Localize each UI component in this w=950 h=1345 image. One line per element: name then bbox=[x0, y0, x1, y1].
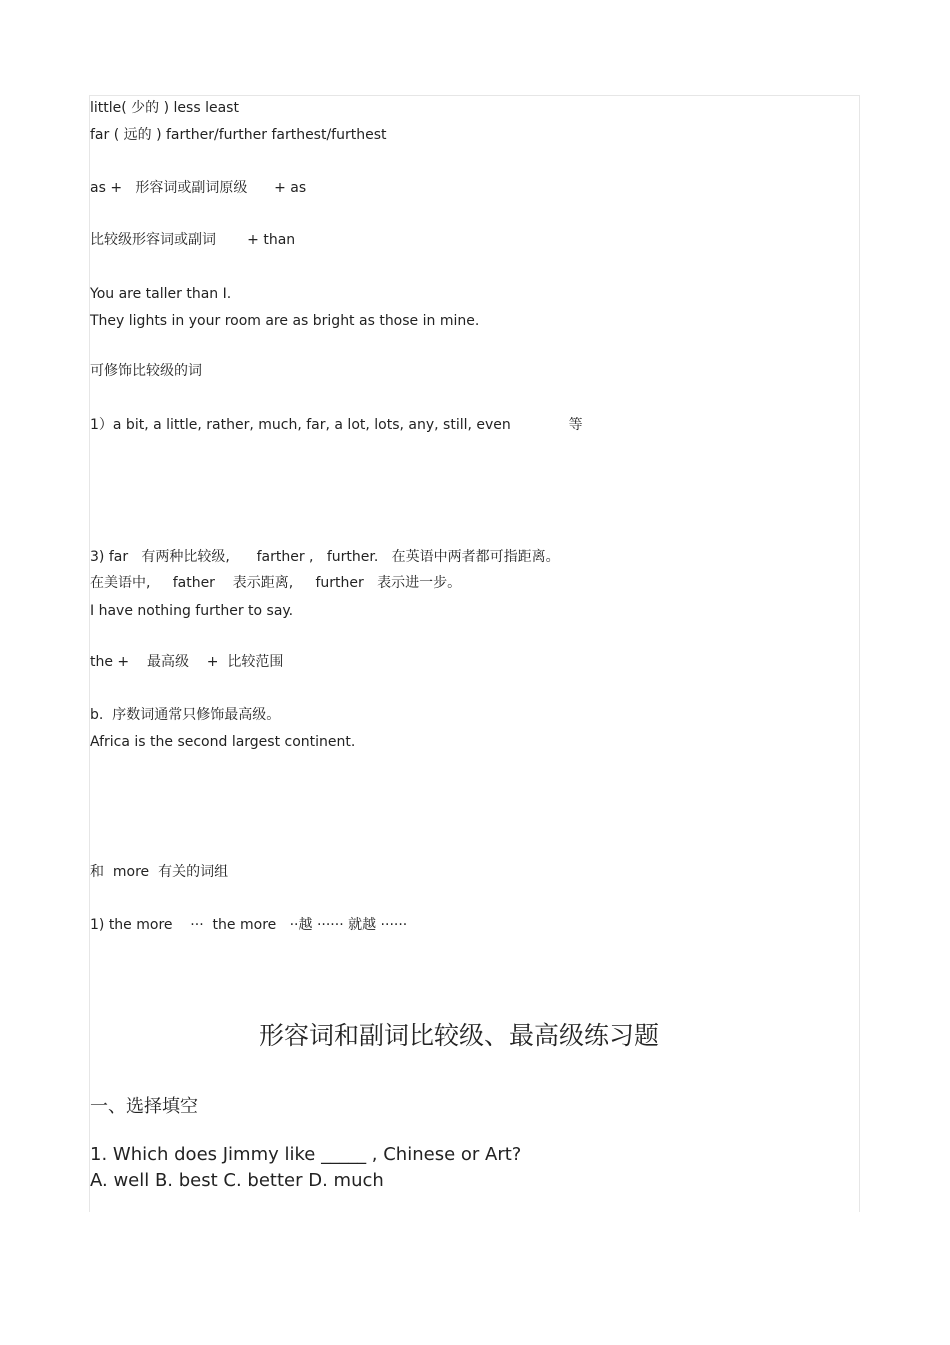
text-line: 在美语中, father 表示距离, further 表示进一步。 bbox=[90, 575, 462, 591]
exercise-title: 形容词和副词比较级、最高级练习题 bbox=[258, 1021, 659, 1050]
text-line: 和 more 有关的词组 bbox=[90, 864, 229, 880]
text-line: 1) the more ··· the more ··越 ······ 就越 ······ bbox=[90, 917, 408, 933]
text-line: little( 少的 ) less least bbox=[90, 100, 239, 116]
question-text: 1. Which does Jimmy like _____ , Chinese or Art? bbox=[90, 1144, 522, 1165]
text-line: b. 序数词通常只修饰最高级。 bbox=[90, 707, 281, 723]
text-line: 比较级形容词或副词 + than bbox=[90, 232, 296, 248]
text-line: I have nothing further to say. bbox=[90, 603, 294, 619]
text-line: far ( 远的 ) farther/further farthest/furthest bbox=[90, 127, 387, 143]
question-options: A. well B. best C. better D. much bbox=[90, 1170, 384, 1191]
text-line: 可修饰比较级的词 bbox=[90, 363, 202, 379]
text-line: You are taller than I. bbox=[90, 286, 232, 302]
text-line: 3) far 有两种比较级, farther , further. 在英语中两者都可指距离。 bbox=[90, 549, 560, 565]
text-line: as + 形容词或副词原级 + as bbox=[90, 180, 307, 196]
text-line: Africa is the second largest continent. bbox=[90, 734, 356, 750]
section-heading: 一、选择填空 bbox=[90, 1096, 198, 1117]
text-line: They lights in your room are as bright as those in mine. bbox=[90, 313, 480, 329]
text-line: the + 最高级 + 比较范围 bbox=[90, 654, 284, 670]
text-line: 1）a bit, a little, rather, much, far, a lot, lots, any, still, even 等 bbox=[90, 417, 583, 433]
